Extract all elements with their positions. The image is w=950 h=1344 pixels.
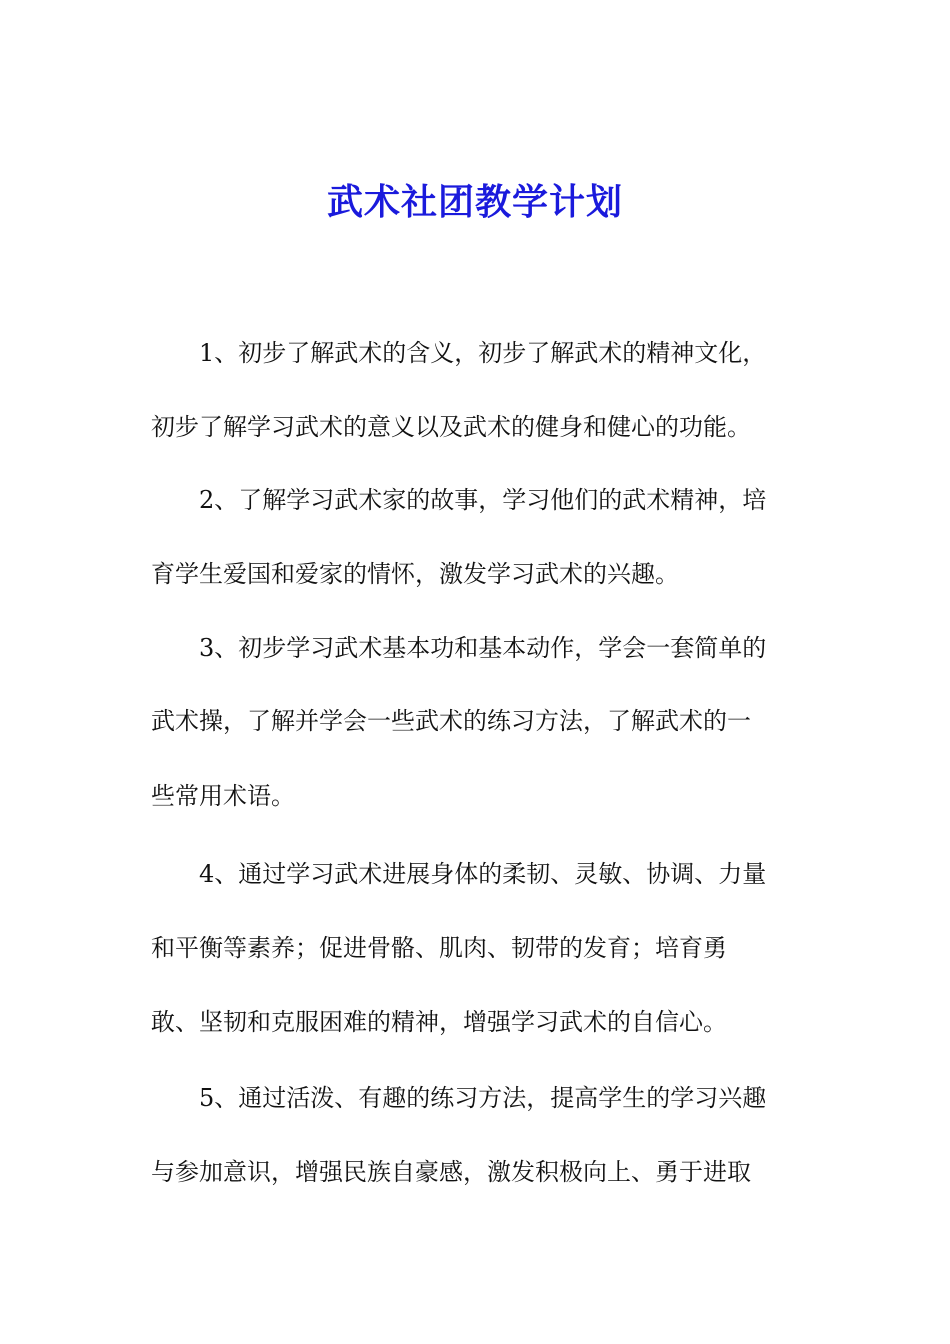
item-3-line-1: 3、初步学习武术基本功和基本动作，学会一套简单的 bbox=[199, 634, 767, 662]
item-5-line-2: 与参加意识，增强民族自豪感，激发积极向上、勇于进取 bbox=[151, 1158, 751, 1186]
item-1-line-2: 初步了解学习武术的意义以及武术的健身和健心的功能。 bbox=[151, 413, 751, 441]
item-4-line-3: 敢、坚韧和克服困难的精神，增强学习武术的自信心。 bbox=[151, 1008, 727, 1036]
item-4-line-1: 4、通过学习武术进展身体的柔韧、灵敏、协调、力量 bbox=[199, 860, 767, 888]
item-2-line-2: 育学生爱国和爱家的情怀，激发学习武术的兴趣。 bbox=[151, 560, 679, 588]
item-2-line-1: 2、了解学习武术家的故事，学习他们的武术精神，培 bbox=[199, 486, 767, 514]
item-4-line-2: 和平衡等素养；促进骨骼、肌肉、韧带的发育；培育勇 bbox=[151, 934, 727, 962]
item-1-line-1: 1、初步了解武术的含义，初步了解武术的精神文化， bbox=[199, 339, 767, 367]
item-5-line-1: 5、通过活泼、有趣的练习方法，提高学生的学习兴趣 bbox=[199, 1084, 767, 1112]
document-title: 武术社团教学计划 bbox=[326, 181, 623, 223]
item-3-line-3: 些常用术语。 bbox=[151, 782, 295, 810]
item-3-line-2: 武术操，了解并学会一些武术的练习方法，了解武术的一 bbox=[151, 707, 751, 735]
